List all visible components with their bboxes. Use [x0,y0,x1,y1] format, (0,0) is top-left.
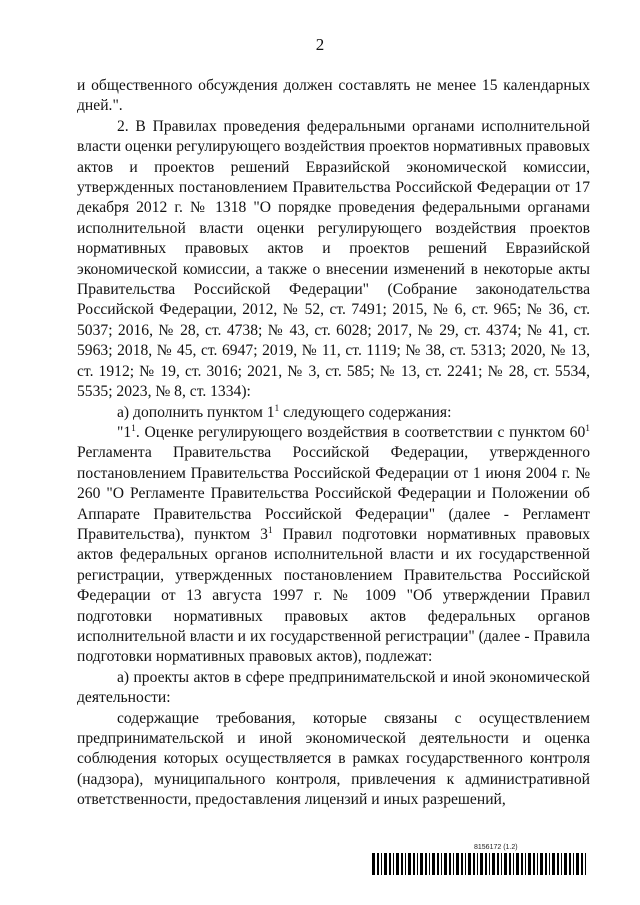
document-body [77,76,590,811]
text-run: а) дополнить пунктом 1 [117,403,275,421]
superscript: 1 [274,403,280,414]
barcode-bar [396,853,399,875]
barcode-bar [525,853,526,875]
barcode-bar [473,853,475,875]
barcode-bar [413,853,415,875]
paragraph-4 [77,668,590,709]
barcode-bar [569,853,571,875]
barcode-bar [465,853,466,875]
barcode-bar [381,853,382,875]
barcode-bar [581,853,583,875]
barcode-bar [509,853,511,875]
barcode-bar [441,853,442,875]
barcode-bar [561,853,562,875]
barcode-bar [389,853,391,875]
barcode [372,853,592,875]
barcode-bar [408,853,411,875]
barcode-bar [489,853,490,875]
barcode-bar [513,853,514,875]
barcode-bar [429,853,430,875]
barcode-bar [528,853,531,875]
text-run: "1 [117,423,132,441]
barcode-bar [501,853,502,875]
barcode-bar [497,853,499,875]
barcode-bar [417,853,418,875]
barcode-bar [437,853,439,875]
barcode-bar [504,853,507,875]
paragraph-0 [77,76,590,117]
barcode-bar [444,853,447,875]
barcode-bar [492,853,495,875]
barcode-bar [453,853,454,875]
barcode-bar [461,853,463,875]
text-run: 2. В Правилах проведения федеральными органами исполнительной власти оценки регулирующего воздействия проектов нормативных правовых актов и проектов решений Евразийской экономической комиссии, утвержденных постановлением Правительства Российской Федерации от 17 декабря 2012 г. № 1318 "О порядке проведения федеральными органами исполнительной власти оценки регулирующего воздействия проектов нормативных правовых актов и проектов решений Евразийской экономической комиссии, а также о внесении изменений в некоторые акты Правительства Российской Федерации" (Собрание законодательства Российской Федерации, 2012, № 52, ст. 7491; 2015, № 6, ст. 965; № 36, ст. 5037; 2016, № 28, ст. 4738; № 43, ст. 6028; 2017, № 29, ст. 4374; № 41, ст. 5963; 2018, № 45, ст. 6947; 2019, № 11, ст. 1119; № 38, ст. 5313; 2020, № 13, ст. 1912; № 19, ст. 3016; 2021, № 3, ст. 585; № 13, ст. 2241; № 28, ст. 5534, 5535; 2023, № 8, ст. 1334): [77,117,590,401]
barcode-bar [401,853,403,875]
text-run: следующего содержания: [279,403,452,421]
barcode-bar [552,853,555,875]
barcode-bar [537,853,538,875]
paragraph-5 [77,709,590,811]
barcode-bar [449,853,451,875]
paragraph-3 [77,423,590,668]
barcode-bar [477,853,478,875]
barcode-bar [456,853,459,875]
barcode-bar [420,853,423,875]
barcode-bar [573,853,574,875]
superscript: 1 [131,423,136,434]
barcode-bar [516,853,519,875]
barcode-bar [549,853,550,875]
barcode-bar [425,853,427,875]
text-run: и общественного обсуждения должен составлять не менее 15 календарных дней.". [77,77,590,115]
barcode-bar [533,853,535,875]
text-run: . Оценке регулирующего воздействия в соответствии с пунктом 60 [135,423,586,441]
text-run: а) проекты актов в сфере предпринимательской и иной экономической деятельности: [77,668,590,707]
barcode-bar [540,853,543,875]
paragraph-2 [77,403,590,423]
barcode-bar [393,853,394,875]
superscript: 1 [585,423,590,434]
barcode-bar [480,853,483,875]
text-run: содержащие требования, которые связаны с осуществлением предпринимательской и иной экономической деятельности и оценка соблюдения которых осуществляется в рамках государственного контроля (надзора), муниципального контроля, привлечения к административной ответственности, предоставления лицензий и иных разрешений, [77,709,590,809]
text-run: Правил подготовки нормативных правовых актов федеральных органов исполнительной власти и их государственной регистрации, утвержденных постановлением Правительства Российской Федерации от 13 августа 1997 г. № 1009 "Об утверждении Правил подготовки нормативных правовых актов федеральных органов исполнительной власти и их государственной регистрации" (далее - Правила подготовки нормативных правовых актов), подлежат: [77,525,590,666]
barcode-bar [557,853,559,875]
barcode-bar [432,853,435,875]
barcode-bar [405,853,406,875]
paragraph-1 [77,117,590,403]
superscript: 1 [267,525,273,536]
barcode-bar [585,853,586,875]
barcode-bar [377,853,379,875]
barcode-bar [372,853,375,875]
barcode-bar [521,853,523,875]
barcode-bar [485,853,487,875]
barcode-bar [545,853,547,875]
page-number: 2 [315,35,325,54]
barcode-bar [468,853,471,875]
barcode-bar [564,853,567,875]
barcode-bar [576,853,579,875]
barcode-bar [384,853,387,875]
text-run: Регламента Правительства Российской Федерации, утвержденного постановлением Правительства Российской Федерации от 1 июня 2004 г. № 260 "О Регламенте Правительства Российской Федерации и Положении об Аппарате Правительства Российской Федерации" (далее - Регламент Правительства), пунктом 3 [77,444,590,543]
document-code: 8156172 (1.2) [474,844,518,851]
